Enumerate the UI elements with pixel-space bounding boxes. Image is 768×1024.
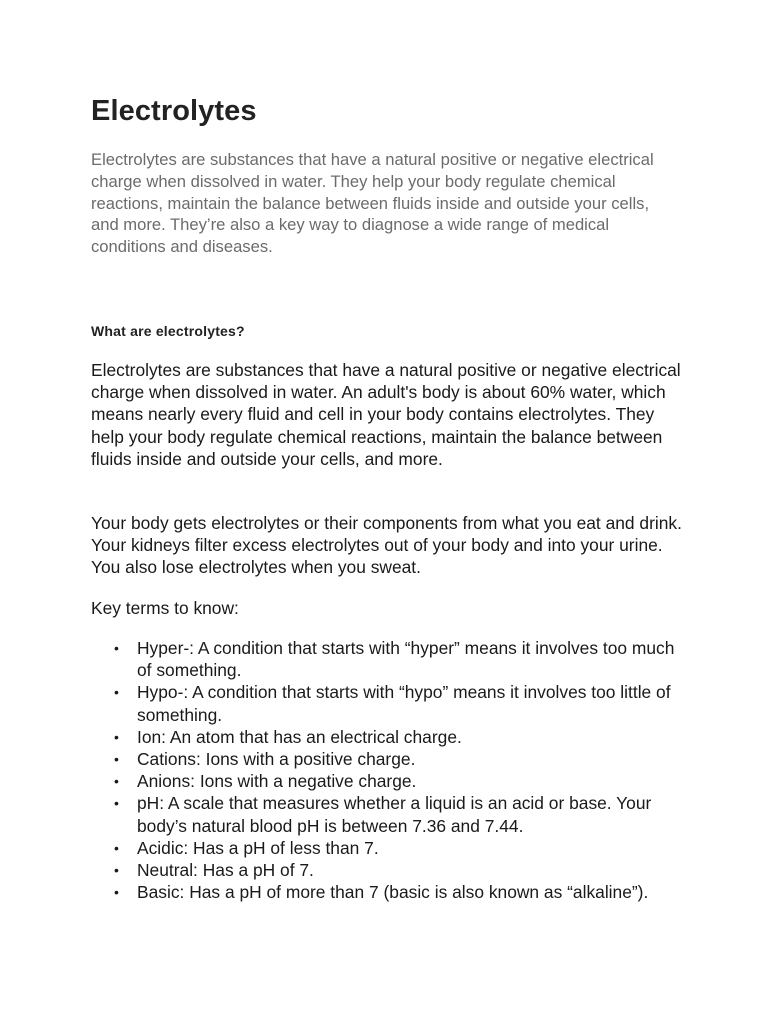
list-item-ion [91,726,691,748]
list-item-text: Hyper-: A condition that starts with “hyper” means it involves too much of something. [137,638,675,681]
list-item-text: Neutral: Has a pH of 7. [137,860,314,881]
list-item-text: Hypo-: A condition that starts with “hypo” means it involves too little of something. [137,682,671,725]
list-item-ph [91,792,691,836]
bullet-icon: • [114,862,119,879]
bullet-icon: • [114,640,119,656]
list-item-basic [91,881,691,903]
list-item-text: Ion: An atom that has an electrical charge. [137,726,462,747]
list-item-cations [91,748,691,770]
summary-paragraph: Electrolytes are substances that have a natural positive or negative electrical charge when dissolved in water. They help your body regulate chemical reactions, maintain the balance between fluids inside and outside your cells, and more. They’re also a key way to diagnose a wide range of medical conditions and diseases. [91,150,654,257]
list-item-acidic [91,837,691,859]
bullet-icon: • [114,884,119,901]
list-item-hypo [91,681,691,725]
bullet-icon: • [114,795,119,812]
list-item-text: Cations: Ions with a positive charge. [137,749,416,770]
list-item-neutral [91,859,691,881]
bullet-icon: • [114,728,119,745]
list-item-text: Anions: Ions with a negative charge. [137,771,417,792]
list-item-hyper [91,637,691,681]
list-item-text: Basic: Has a pH of more than 7 (basic is also known as “alkaline”). [137,882,649,903]
page-title: Electrolytes [91,95,257,127]
list-item-text: pH: A scale that measures whether a liquid is an acid or base. Your body’s natural blood pH is between 7.36 and 7.44. [137,793,652,836]
bullet-icon: • [114,839,119,856]
key-terms-list [91,637,691,903]
list-item-text: Acidic: Has a pH of less than 7. [137,837,379,858]
body-paragraph-definition: Electrolytes are substances that have a natural positive or negative electrical charge when dissolved in water. An adult's body is about 60% water, which means nearly every fluid and cell in your body contains electrolytes. They help your body regulate chemical reactions, maintain the balance between fluids inside and outside your cells, and more. [91,360,681,469]
key-terms-intro: Key terms to know: [91,598,239,618]
bullet-icon: • [114,773,119,790]
bullet-icon: • [114,684,119,701]
list-item-anions [91,770,691,792]
body-paragraph-sources: Your body gets electrolytes or their components from what you eat and drink. Your kidneys filter excess electrolytes out of your body and into your urine. You also lose electrolytes when you sweat. [91,513,682,578]
section-heading: What are electrolytes? [91,323,245,339]
bullet-icon: • [114,751,119,768]
